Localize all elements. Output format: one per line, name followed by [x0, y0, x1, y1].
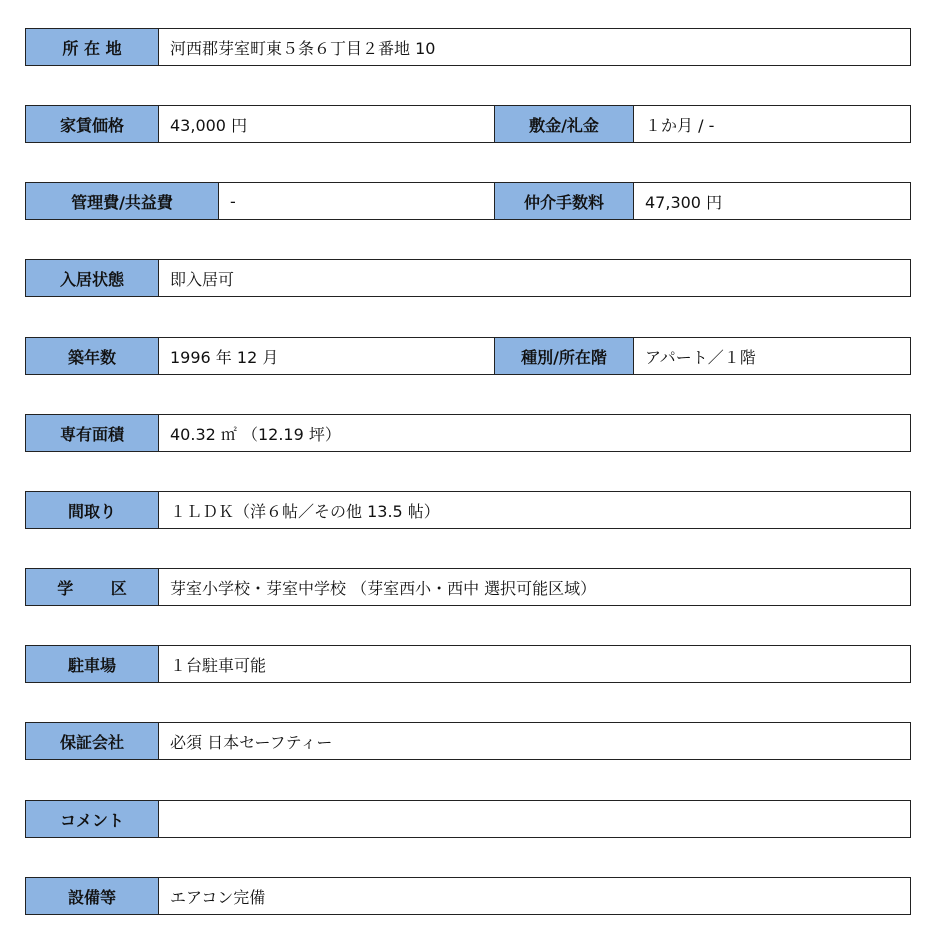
parking-label: 駐車場 — [26, 646, 159, 682]
type-floor-label: 種別/所在階 — [494, 338, 634, 374]
floor-area-row — [25, 414, 911, 452]
equipment-label: 設備等 — [26, 878, 159, 914]
management-fee-label: 管理費/共益費 — [26, 183, 219, 219]
brokerage-fee-label: 仲介手数料 — [494, 183, 634, 219]
parking-row — [25, 645, 911, 683]
equipment-value: エアコン完備 — [170, 887, 266, 907]
school-district-label: 学 区 — [26, 569, 159, 605]
guarantor-row — [25, 722, 911, 760]
parking-value: １台駐車可能 — [170, 655, 267, 675]
building-age-label: 築年数 — [26, 338, 159, 374]
rent-value: 43,000 円 — [170, 115, 248, 135]
room-layout-label: 間取り — [26, 492, 159, 528]
school-district-value: 芽室小学校・芽室中学校 （芽室西小・西中 選択可能区域） — [170, 578, 597, 598]
school-district-row — [25, 568, 911, 606]
deposit-key-money-value: １か月 / - — [645, 115, 715, 135]
building-age-row — [25, 337, 911, 375]
brokerage-fee-value: 47,300 円 — [645, 192, 723, 212]
rent-label: 家賃価格 — [26, 106, 159, 142]
comment-value — [159, 801, 910, 837]
type-floor-value: アパート／１階 — [645, 347, 756, 367]
management-fee-value: - — [230, 191, 236, 211]
occupancy-status-row — [25, 259, 911, 297]
room-layout-value: １ＬＤＫ（洋６帖／その他 13.5 帖） — [170, 501, 440, 521]
floor-area-label: 専有面積 — [26, 415, 159, 451]
location-value: 河西郡芽室町東５条６丁目２番地 10 — [170, 38, 436, 58]
equipment-row — [25, 877, 911, 915]
location-label: 所 在 地 — [26, 29, 159, 65]
occupancy-status-value: 即入居可 — [170, 269, 235, 289]
deposit-key-money-label: 敷金/礼金 — [494, 106, 634, 142]
floor-area-value: 40.32 ㎡ （12.19 坪） — [170, 424, 341, 444]
guarantor-label: 保証会社 — [26, 723, 159, 759]
occupancy-status-label: 入居状態 — [26, 260, 159, 296]
comment-label: コメント — [26, 801, 159, 837]
room-layout-row — [25, 491, 911, 529]
rent-row — [25, 105, 911, 143]
fees-row — [25, 182, 911, 220]
guarantor-value: 必須 日本セーフティー — [170, 732, 333, 752]
comment-row — [25, 800, 911, 838]
location-row — [25, 28, 911, 66]
building-age-value: 1996 年 12 月 — [170, 347, 279, 367]
